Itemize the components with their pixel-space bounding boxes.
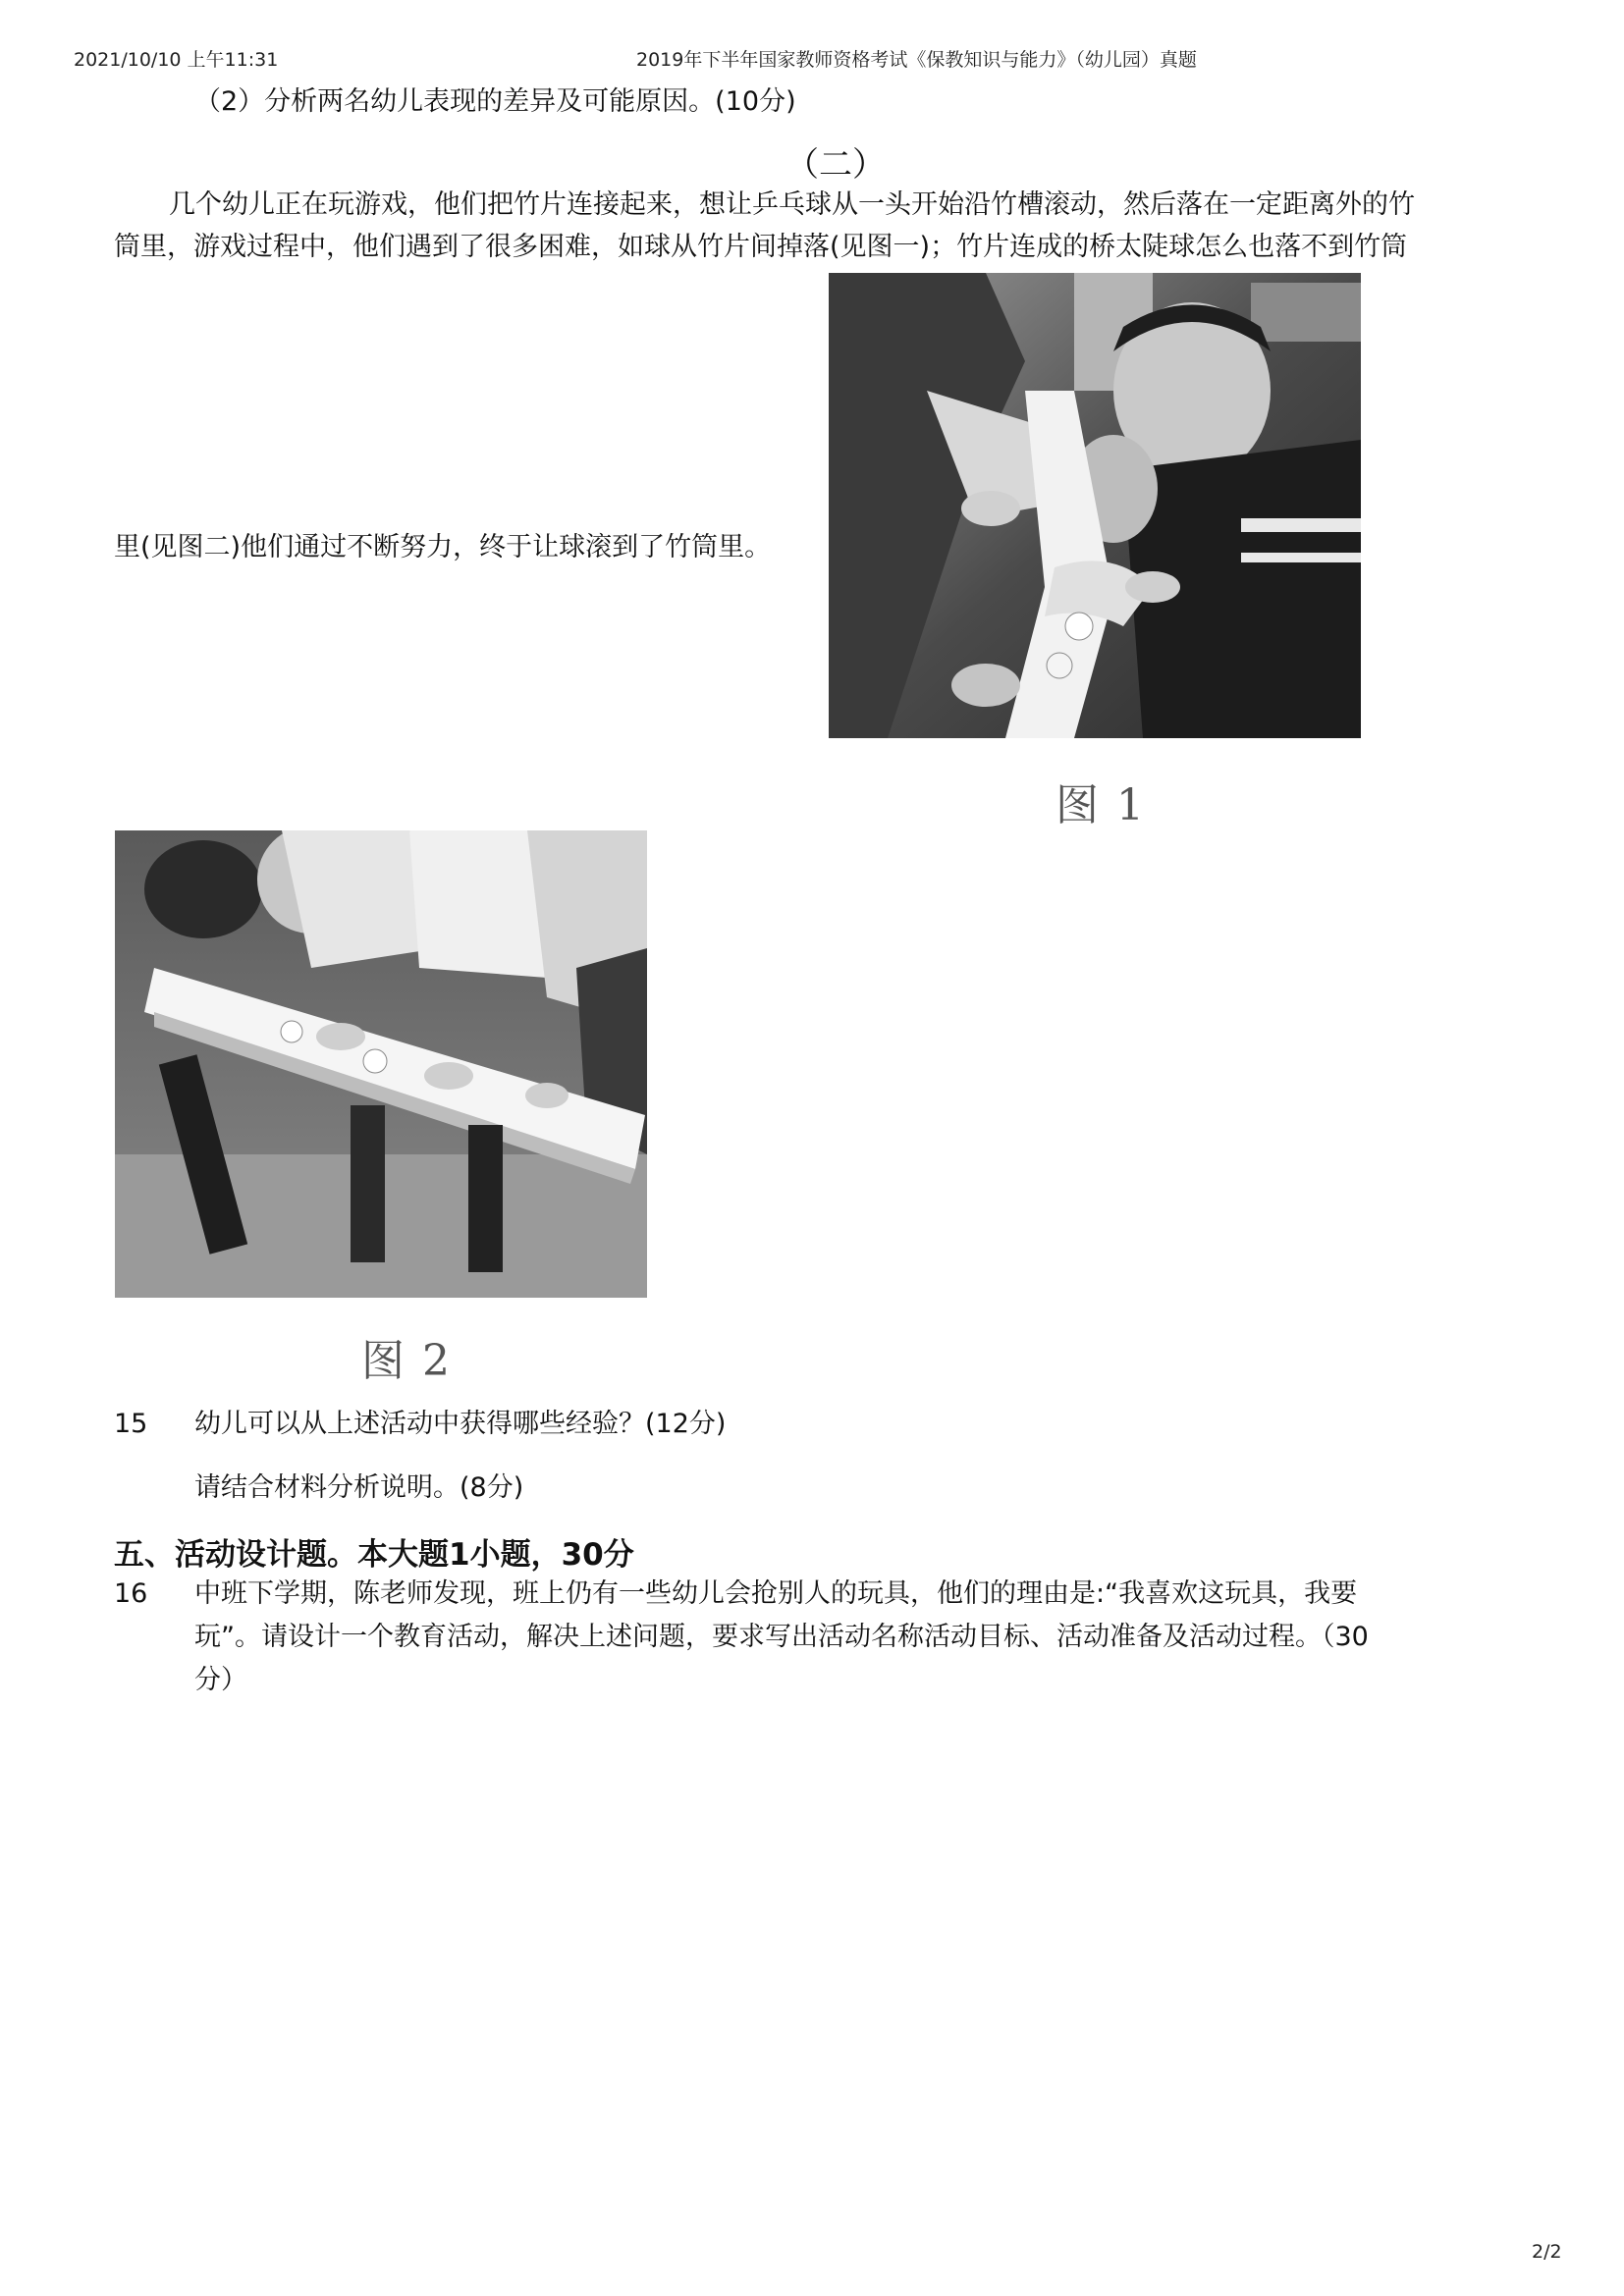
question15-text: 幼儿可以从上述活动中获得哪些经验？(12分): [194, 1409, 727, 1439]
case2-heading: （二）: [785, 145, 886, 185]
question16-number: 16: [114, 1578, 148, 1609]
figure1-photo: [829, 273, 1361, 738]
print-datetime: 2021/10/10 上午11:31: [74, 49, 279, 71]
question16-line3: 分）: [194, 1665, 247, 1695]
question14-part2: （2）分析两名幼儿表现的差异及可能原因。(10分): [194, 86, 796, 117]
question15-subtext: 请结合材料分析说明。(8分): [194, 1472, 524, 1503]
page-number: 2/2: [1532, 2241, 1562, 2263]
figure2-photo: [115, 830, 647, 1298]
case2-paragraph-line3: 里(见图二)他们通过不断努力，终于让球滚到了竹筒里。: [114, 532, 772, 562]
question16-line2: 玩”。请设计一个教育活动，解决上述问题，要求写出活动名称活动目标、活动准备及活动过程。（30: [194, 1622, 1369, 1652]
figure1-caption: 图 1: [1056, 780, 1146, 830]
case2-paragraph-line1: 几个幼儿正在玩游戏，他们把竹片连接起来，想让乒乓球从一头开始沿竹槽滚动，然后落在一定距离外的竹: [169, 189, 1415, 220]
case2-paragraph-line2: 筒里，游戏过程中，他们遇到了很多困难，如球从竹片间掉落(见图一)；竹片连成的桥太陡球怎么也落不到竹筒: [114, 232, 1408, 262]
document-title: 2019年下半年国家教师资格考试《保教知识与能力》（幼儿园）真题: [636, 49, 1197, 71]
figure2-caption: 图 2: [361, 1336, 452, 1386]
question16-line1: 中班下学期，陈老师发现，班上仍有一些幼儿会抢别人的玩具，他们的理由是:“我喜欢这玩具，我要: [194, 1578, 1358, 1609]
section5-heading: 五、活动设计题。本大题1小题，30分: [114, 1537, 634, 1573]
question15-number: 15: [114, 1409, 148, 1439]
